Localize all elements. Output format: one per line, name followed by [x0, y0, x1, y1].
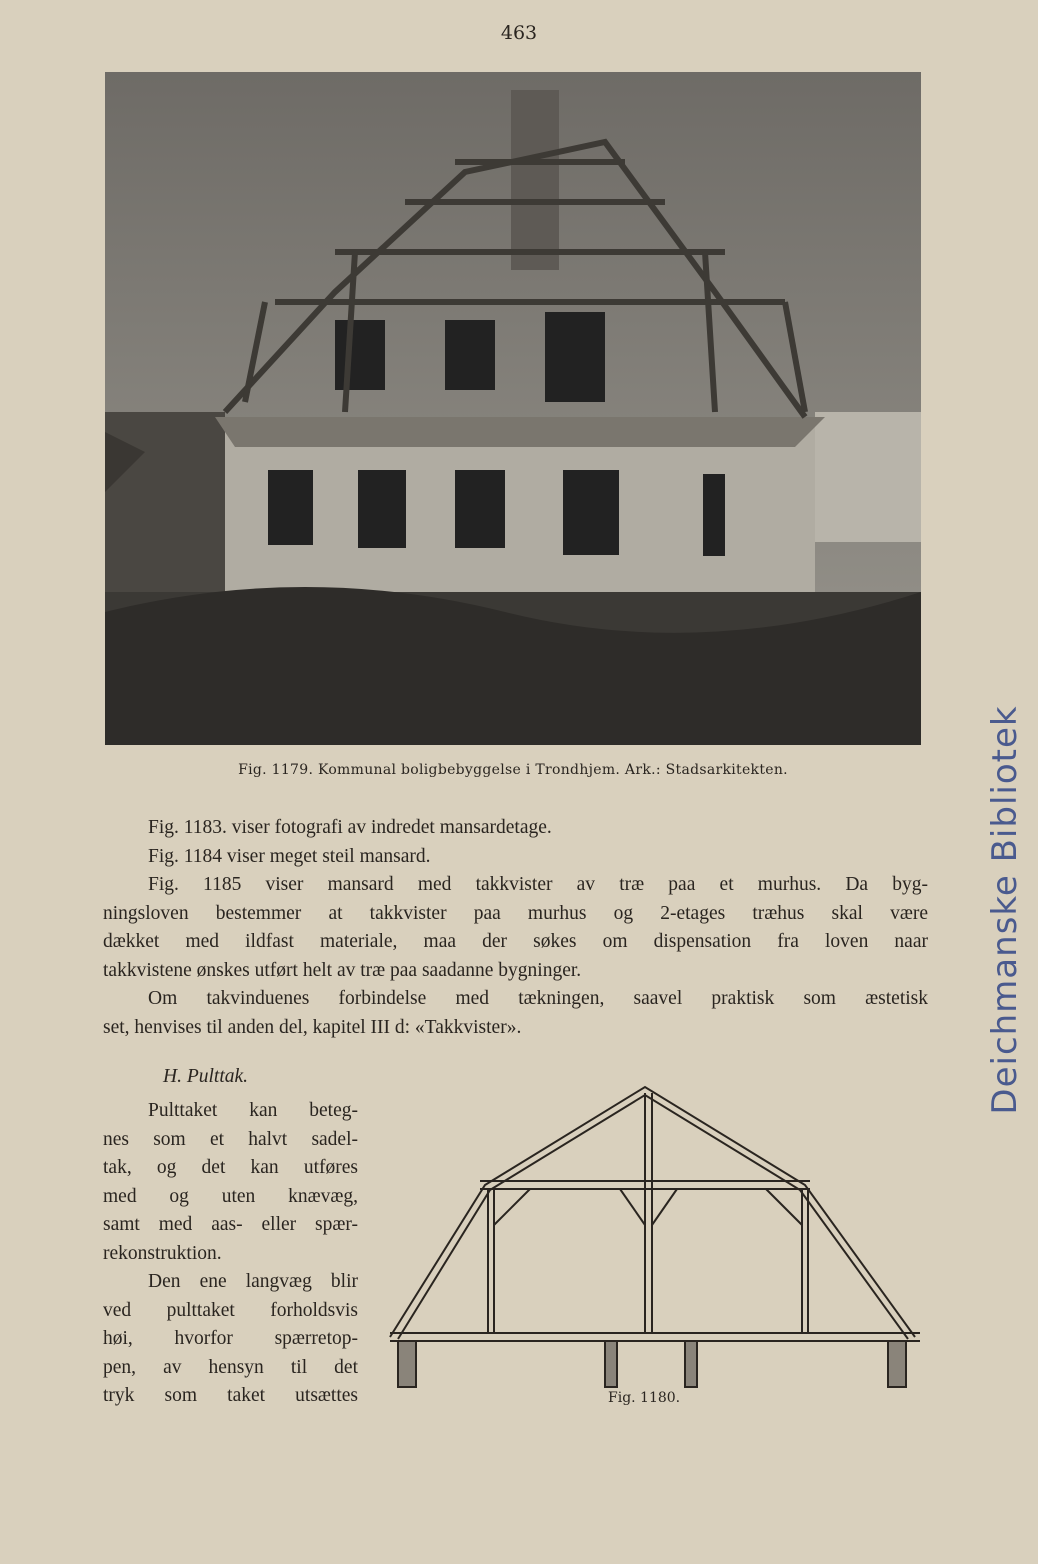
text-line: pen, av hensyn til det	[103, 1356, 358, 1378]
text-line: Fig. 1183. viser fotografi av indredet mansardetage.	[148, 817, 552, 838]
figure-1179-caption: Fig. 1179. Kommunal boligbebyggelse i Trondhjem. Ark.: Stadsarkitekten.	[238, 762, 788, 778]
text-line: ved pulttaket forholdsvis	[103, 1299, 358, 1321]
library-stamp	[985, 705, 1025, 1115]
text-line: Om takvinduenes forbindelse med tækningen, saavel praktisk som æstetisk	[148, 988, 928, 1009]
text-line: med og uten knævæg,	[103, 1185, 358, 1207]
stamp-text: Deichmanske Bibliotek	[985, 705, 1025, 1115]
text-line: dækket med ildfast materiale, maa der søkes om dispensation fra loven naar	[103, 931, 928, 952]
text-line: ningsloven bestemmer at takkvister paa murhus og 2-etages træhus skal være	[103, 902, 928, 924]
text-line: tryk som taket utsættes	[103, 1385, 358, 1406]
text-line: Pulttaket kan beteg-	[148, 1100, 358, 1121]
text-line: høi, hvorfor spærretop-	[103, 1328, 358, 1349]
text-line: rekonstruktion.	[103, 1242, 222, 1264]
figure-1180-caption: Fig. 1180.	[608, 1390, 681, 1406]
text-line: takkvistene ønskes utført helt av træ paa saadanne bygninger.	[103, 959, 582, 981]
text-line: nes som et halvt sadel-	[103, 1128, 358, 1150]
text-line: Den ene langvæg blir	[148, 1271, 358, 1292]
page-number: 463	[500, 22, 538, 44]
text-line: Fig. 1185 viser mansard med takkvister av træ paa et murhus. Da byg-	[148, 874, 928, 895]
mansard-roof-truss-diagram	[380, 1075, 930, 1395]
text-line: samt med aas- eller spær-	[103, 1214, 358, 1235]
text-line: Fig. 1184 viser meget steil mansard.	[148, 845, 431, 867]
text-line: tak, og det kan utføres	[103, 1157, 358, 1178]
text-line: set, henvises til anden del, kapitel III d: «Takkvister».	[103, 1016, 522, 1038]
section-heading: H. Pulttak.	[163, 1066, 249, 1087]
house-construction-photo	[105, 72, 921, 745]
